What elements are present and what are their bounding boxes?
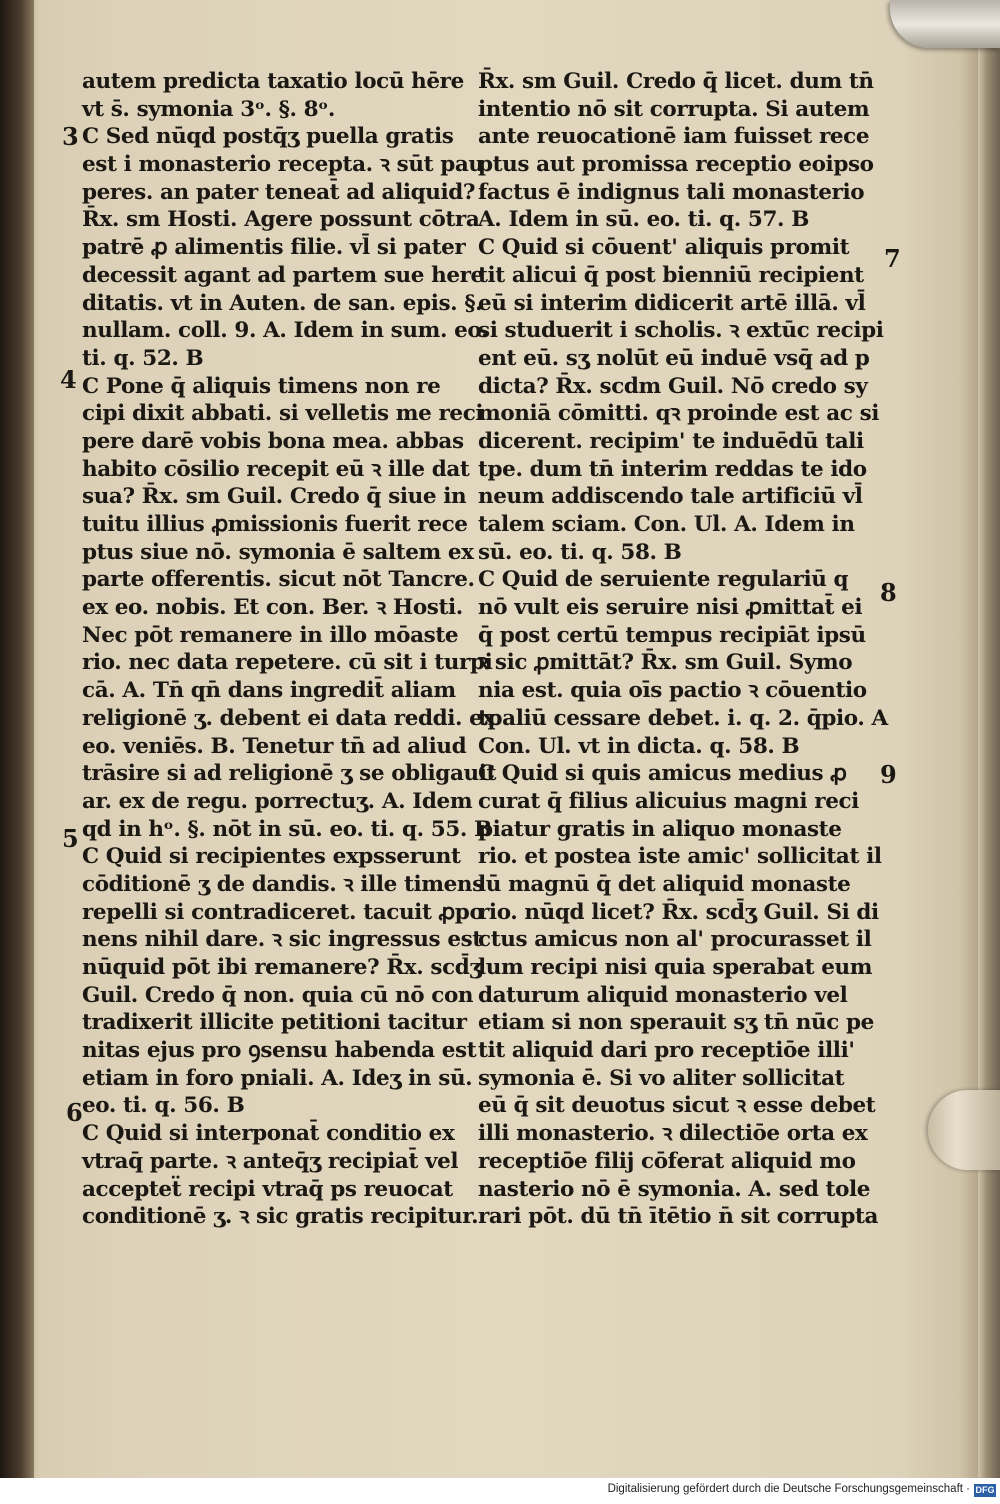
text-line: eū q̄ sit deuotus sicut ꝛ esse debet <box>478 1093 876 1119</box>
text-line: nens nihil dare. ꝛ sic ingressus est <box>82 927 482 953</box>
text-line: symonia ē. Si vo aliter sollicitat <box>478 1065 845 1091</box>
text-line: cipi dixit abbati. si velletis me reci <box>82 401 484 427</box>
text-line: factus ē indignus tali monasterio <box>478 179 865 205</box>
text-line: nūquid pōt ibi remanere? R̄x. scd̄ʒ <box>82 955 482 980</box>
text-line: ctus amicus non al' procurasset il <box>478 927 872 953</box>
text-line: vt s̄. symonia 3ᵒ. §. 8ᵒ. <box>82 96 335 122</box>
text-line: peres. an pater teneat̄ ad aliquid? <box>82 179 476 205</box>
text-line: lum recipi nisi quia sperabat eum <box>478 955 873 980</box>
text-line: nia est. quia oīs pactio ꝛ cōuentio <box>478 678 867 704</box>
dfg-logo: DFG <box>975 1485 995 1495</box>
text-line: Con. Ul. vt in dicta. q. 58. B <box>478 733 800 759</box>
text-line: accepteẗ recipi vtraq̄ ps reuocat <box>82 1176 453 1202</box>
text-line: daturum aliquid monasterio vel <box>478 982 848 1008</box>
text-line: vtraq̄ parte. ꝛ anteq̄ʒ recipiat̄ vel <box>82 1148 459 1174</box>
text-line: ti. q. 52. B <box>82 345 204 371</box>
text-line: eo. ti. q. 56. B <box>82 1093 245 1119</box>
footer-text: Digitalisierung gefördert durch die Deutsche Forschungsgemeinschaft · <box>607 1483 970 1495</box>
text-line: trāsire si ad religionē ʒ se obligauit <box>82 761 497 787</box>
text-line: ex eo. nobis. Et con. Ber. ꝛ Hosti. <box>82 595 463 621</box>
text-line: tpaliū cessare debet. i. q. 2. q̄pio. A <box>478 705 888 731</box>
text-line: cōditionē ʒ de dandis. ꝛ ille timens <box>82 871 484 897</box>
text-line: ent eū. sʒ nolūt eū induē vsq̄ ad p <box>478 345 870 371</box>
margin-number: 5 <box>62 824 79 853</box>
text-line: parte offerentis. sicut nōt Tancre. <box>82 567 475 593</box>
text-line: patrē ꝓ alimentis filie. vl̄ si pater <box>82 235 466 261</box>
text-line: q̄ post certū tempus recipiāt ipsū <box>478 622 866 648</box>
text-line: R̄x. sm Guil. Credo q̄ licet. dum tn̄ <box>478 69 874 94</box>
text-line: habito cōsilio recepit eū ꝛ ille dat <box>82 456 470 482</box>
text-line: pere darē vobis bona mea. abbas <box>82 428 464 454</box>
text-line: sū. eo. ti. q. 58. B <box>478 539 682 565</box>
text-line: C Quid si recipientes expsserunt <box>82 844 461 870</box>
text-line: tit alicui q̄ post bienniū recipient <box>478 262 864 288</box>
text-line: conditionē ʒ. ꝛ sic gratis recipitur. <box>82 1204 479 1230</box>
text-line: ꝛ sic ꝓmittāt? R̄x. sm Guil. Symo <box>478 650 853 676</box>
margin-number: 8 <box>880 578 897 607</box>
right-text-column <box>478 68 888 1231</box>
text-line: piatur gratis in aliquo monaste <box>478 816 842 842</box>
margin-number: 9 <box>880 760 897 789</box>
text-line: tit aliquid dari pro receptiōe illi' <box>478 1038 855 1064</box>
digitization-footer <box>0 1478 1000 1504</box>
text-line: rio. et postea iste amic' sollicitat il <box>478 844 882 870</box>
text-line: decessit agant ad partem sue here <box>82 262 484 288</box>
text-line: ptus siue nō. symonia ē saltem ex <box>82 539 474 565</box>
text-line: tradixerit illicite petitioni tacitur <box>82 1010 467 1036</box>
text-line: tpe. dum tn̄ interim reddas te ido <box>478 456 867 482</box>
left-text-column <box>82 68 497 1231</box>
margin-number: 3 <box>62 122 79 151</box>
text-line: receptiōe filij cōferat aliquid mo <box>478 1148 856 1174</box>
text-line: C Sed nūqd postq̄ʒ puella gratis <box>82 124 454 150</box>
text-line: eo. veniēs. B. Tenetur tn̄ ad aliud <box>82 733 467 759</box>
text-line: rari pōt. dū tn̄ ītētio n̄ sit corrupta <box>478 1204 879 1230</box>
text-line: ante reuocationē iam fuisset rece <box>478 124 870 150</box>
text-line: illi monasterio. ꝛ dilectiōe orta ex <box>478 1121 868 1147</box>
margin-number: 7 <box>884 244 901 273</box>
clip-tab-right <box>928 1090 1000 1170</box>
margin-number: 6 <box>66 1098 83 1127</box>
text-line: rio. nec data repetere. cū sit i turpi <box>82 650 493 676</box>
text-line: etiam in foro pniali. A. Ideʒ in sū. <box>82 1065 473 1091</box>
text-line: R̄x. sm Hosti. Agere possunt cōtra <box>82 207 480 233</box>
text-line: ar. ex de regu. porrectuʒ. A. Idem <box>82 788 473 814</box>
text-line: neum addiscendo tale artificiū vl̄ <box>478 484 863 510</box>
text-line: rio. nūqd licet? R̄x. scd̄ʒ Guil. Si di <box>478 899 879 925</box>
text-line: nitas ejus pro ꝯsensu habenda est <box>82 1038 477 1064</box>
text-line: religionē ʒ. debent ei data reddi. ex <box>82 705 495 731</box>
text-line: sua? R̄x. sm Guil. Credo q̄ siue in <box>82 484 467 510</box>
text-line: tuitu illius ꝓmissionis fuerit rece <box>82 512 468 537</box>
text-line: autem predicta taxatio locū hēre <box>82 69 464 94</box>
text-line: dicta? R̄x. scdm Guil. Nō credo sy <box>478 373 868 399</box>
text-line: ptus aut promissa receptio eoipso <box>478 152 874 178</box>
text-line: intentio nō sit corrupta. Si autem <box>478 96 870 122</box>
text-line: C Quid si interponat̄ conditio ex <box>82 1121 455 1147</box>
text-line: nasterio nō ē symonia. A. sed tole <box>478 1176 871 1202</box>
text-line: curat q̄ filius alicuius magni reci <box>478 788 859 814</box>
text-line: nō vult eis seruire nisi ꝓmittat̄ ei <box>478 595 863 621</box>
text-line: lū magnū q̄ det aliquid monaste <box>478 871 851 897</box>
text-line: si studuerit i scholis. ꝛ extūc recipi <box>478 318 884 344</box>
clip-tab-top <box>890 0 1000 48</box>
text-line: Nec pōt remanere in illo mōaste <box>82 622 459 648</box>
text-line: nullam. coll. 9. A. Idem in sum. eo. <box>82 318 489 344</box>
text-line: est i monasterio recepta. ꝛ sūt pau <box>82 152 484 178</box>
text-line: eū si interim didicerit artē illā. vl̄ <box>478 290 866 316</box>
book-gutter <box>0 0 34 1478</box>
text-line: qd in hᵒ. §. nōt in sū. eo. ti. q. 55. B <box>82 816 492 842</box>
text-line: C Quid si quis amicus medius ꝓ <box>478 761 847 787</box>
text-line: A. Idem in sū. eo. ti. q. 57. B <box>478 207 809 233</box>
margin-number: 4 <box>60 365 77 394</box>
text-line: C Pone q̄ aliquis timens non re <box>82 373 441 399</box>
text-line: talem sciam. Con. Ul. A. Idem in <box>478 512 855 537</box>
text-line: cā. A. Tn̄ qn̄ dans ingredit̄ aliam <box>82 678 456 704</box>
text-line: moniā cōmitti. qꝛ proinde est ac si <box>478 401 880 427</box>
page-edge <box>978 0 1000 1478</box>
text-line: dicerent. recipim' te induēdū tali <box>478 428 864 454</box>
text-line: Guil. Credo q̄ non. quia cū nō con <box>82 982 474 1008</box>
text-line: C Quid de seruiente regulariū q <box>478 567 849 593</box>
text-line: ditatis. vt in Auten. de san. epis. §. <box>82 290 483 316</box>
text-line: repelli si contradiceret. tacuit ꝓpo <box>82 899 484 925</box>
text-line: C Quid si cōuent' aliquis promit <box>478 235 850 261</box>
text-line: etiam si non sperauit sʒ tn̄ nūc pe <box>478 1010 874 1036</box>
